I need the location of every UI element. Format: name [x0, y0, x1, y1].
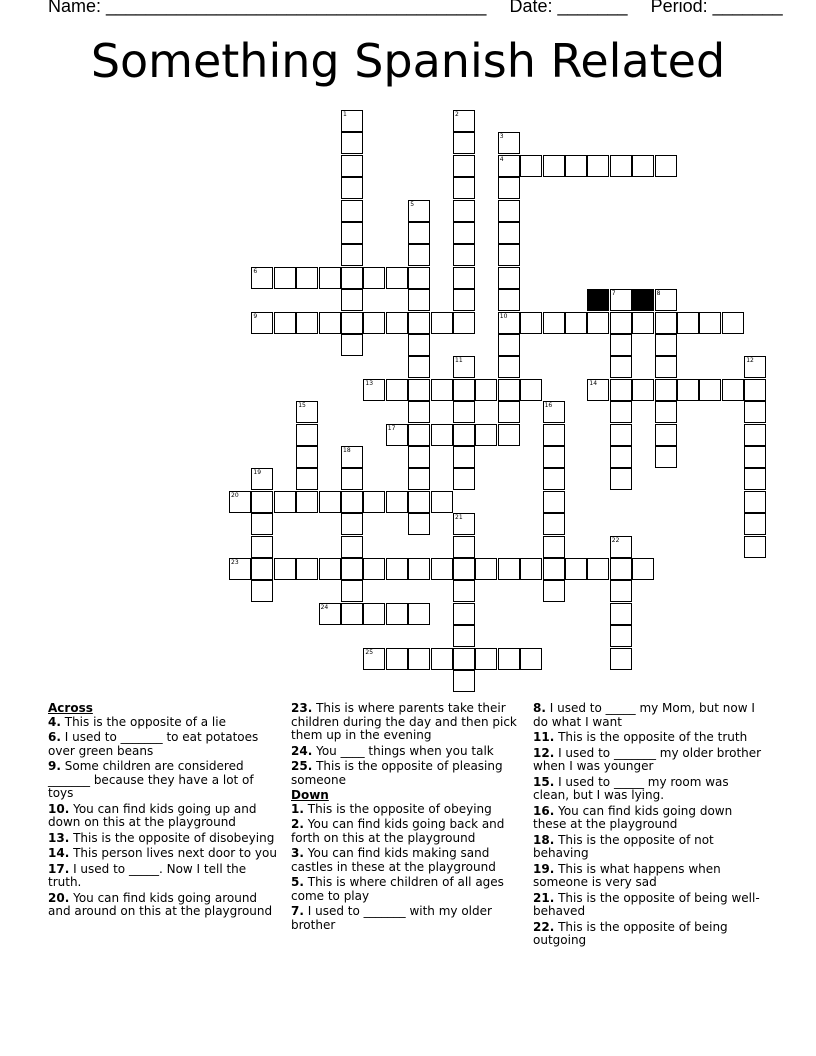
- grid-cell[interactable]: [251, 558, 273, 580]
- grid-cell[interactable]: [610, 356, 632, 378]
- grid-cell[interactable]: [453, 648, 475, 670]
- grid-cell[interactable]: [341, 334, 363, 356]
- clue-number-label: 23.: [291, 701, 313, 715]
- grid-cell[interactable]: [363, 603, 385, 625]
- date-field[interactable]: Date: _______: [509, 0, 628, 16]
- clue-text: I used to _______ to eat potatoes over green beans: [48, 730, 259, 758]
- grid-cell[interactable]: [453, 244, 475, 266]
- grid-cell[interactable]: [341, 513, 363, 535]
- grid-cell[interactable]: [453, 132, 475, 154]
- grid-cell[interactable]: [296, 446, 318, 468]
- clue-number-label: 3.: [291, 846, 304, 860]
- grid-cell[interactable]: [386, 648, 408, 670]
- clue-number-label: 24.: [291, 743, 313, 758]
- grid-cell[interactable]: [565, 155, 587, 177]
- grid-cell[interactable]: [610, 424, 632, 446]
- grid-cell[interactable]: [453, 670, 475, 692]
- clue-item: [291, 818, 523, 845]
- grid-cell[interactable]: [744, 491, 766, 513]
- grid-cell[interactable]: [431, 491, 453, 513]
- clue-number-label: 18.: [533, 832, 555, 847]
- clue-item: [533, 892, 765, 919]
- across-clues: [48, 716, 280, 919]
- grid-cell[interactable]: [251, 580, 273, 602]
- clue-number-label: 16.: [533, 803, 555, 818]
- clue-item: [291, 702, 523, 743]
- clue-item: [533, 747, 765, 774]
- clue-number-label: 12.: [533, 745, 555, 760]
- grid-cell[interactable]: [498, 334, 520, 356]
- grid-cell[interactable]: [543, 446, 565, 468]
- grid-cell[interactable]: [453, 267, 475, 289]
- grid-cell[interactable]: [453, 222, 475, 244]
- clue-item: [291, 803, 523, 817]
- grid-cell[interactable]: [610, 379, 632, 401]
- across-heading: Across: [48, 701, 93, 715]
- grid-cell[interactable]: [274, 267, 296, 289]
- clue-text: This is what happens when someone is very sad: [533, 861, 721, 889]
- grid-cell[interactable]: [453, 289, 475, 311]
- grid-cell[interactable]: [520, 648, 542, 670]
- grid-cell[interactable]: [610, 468, 632, 490]
- grid-cell[interactable]: [677, 312, 699, 334]
- clue-number: 18: [343, 447, 351, 454]
- page-title: Something Spanish Related: [90, 34, 726, 88]
- clue-number: 1: [343, 111, 347, 118]
- grid-cell[interactable]: [610, 558, 632, 580]
- grid-cell[interactable]: [341, 289, 363, 311]
- grid-cell[interactable]: [251, 491, 273, 513]
- grid-cell[interactable]: [610, 155, 632, 177]
- clue-number: 10: [499, 312, 508, 320]
- clue-item: [533, 702, 765, 729]
- grid-cell[interactable]: [408, 401, 430, 423]
- grid-cell[interactable]: [408, 289, 430, 311]
- grid-cell[interactable]: [587, 312, 609, 334]
- grid-cell[interactable]: [453, 401, 475, 423]
- across-clues-continued: [291, 702, 523, 787]
- clue-number-label: 2.: [291, 817, 304, 831]
- grid-cell[interactable]: [744, 468, 766, 490]
- grid-cell[interactable]: [386, 267, 408, 289]
- clue-column-3: [533, 702, 765, 950]
- grid-cell[interactable]: [296, 424, 318, 446]
- grid-cell[interactable]: [408, 222, 430, 244]
- grid-cell[interactable]: [341, 155, 363, 177]
- clue-text: You can find kids going around and around on this at the playground: [48, 890, 273, 918]
- clue-number-label: 7.: [291, 904, 304, 918]
- grid-cell[interactable]: [363, 312, 385, 334]
- grid-cell[interactable]: [565, 312, 587, 334]
- clue-number: 3: [499, 133, 504, 141]
- grid-cell[interactable]: [453, 558, 475, 580]
- clue-number: 22: [611, 536, 620, 544]
- clue-number: 15: [298, 402, 306, 410]
- clue-item: [48, 803, 280, 830]
- clue-text: This is the opposite of being well-behaved: [533, 890, 760, 918]
- clue-number-label: 14.: [48, 846, 70, 860]
- clue-number: 12: [746, 357, 754, 365]
- clue-text: I used to _____ my Mom, but now I do what I want: [533, 701, 755, 729]
- grid-cell[interactable]: [408, 468, 430, 490]
- grid-cell[interactable]: [565, 558, 587, 580]
- grid-cell[interactable]: [610, 312, 632, 334]
- grid-cell[interactable]: [341, 177, 363, 199]
- grid-cell[interactable]: [498, 267, 520, 289]
- clue-item: [291, 847, 523, 874]
- grid-cell[interactable]: [408, 379, 430, 401]
- grid-cell[interactable]: [543, 536, 565, 558]
- grid-cell[interactable]: [610, 625, 632, 647]
- grid-cell[interactable]: [453, 536, 475, 558]
- grid-cell[interactable]: [498, 558, 520, 580]
- clue-number: 14: [589, 379, 598, 387]
- grid-cell[interactable]: [341, 580, 363, 602]
- grid-cell[interactable]: [453, 580, 475, 602]
- clue-text: I used to _____ my room was clean, but I was lying.: [533, 774, 729, 802]
- clue-item: [533, 805, 765, 832]
- clue-number: 7: [611, 290, 616, 298]
- clue-item: [291, 745, 523, 759]
- grid-cell[interactable]: [498, 222, 520, 244]
- clue-text: I used to _______ with my older brother: [291, 904, 492, 932]
- clue-number: 24: [320, 603, 329, 611]
- grid-cell[interactable]: [431, 424, 453, 446]
- clue-number: 17: [387, 424, 396, 432]
- grid-cell[interactable]: [408, 446, 430, 468]
- grid-cell[interactable]: [453, 379, 475, 401]
- grid-cell[interactable]: [520, 312, 542, 334]
- grid-cell[interactable]: [543, 424, 565, 446]
- grid-cell[interactable]: [386, 558, 408, 580]
- grid-cell[interactable]: [543, 155, 565, 177]
- grid-cell[interactable]: [408, 334, 430, 356]
- name-field[interactable]: Name: ______________________________________: [48, 0, 487, 16]
- clue-number-label: 25.: [291, 759, 313, 773]
- grid-cell[interactable]: [475, 648, 497, 670]
- grid-cell[interactable]: [341, 536, 363, 558]
- clue-number: 13: [365, 379, 374, 387]
- grid-cell[interactable]: [498, 289, 520, 311]
- down-clues: [291, 803, 523, 933]
- grid-cell[interactable]: [610, 334, 632, 356]
- grid-cell[interactable]: [274, 312, 296, 334]
- clue-item: [533, 834, 765, 861]
- clue-text: Some children are considered _______ because they have a lot of toys: [48, 759, 254, 800]
- clue-text: You can find kids going up and down on this at the playground: [48, 801, 257, 829]
- clue-number: 6: [253, 267, 258, 275]
- period-field[interactable]: Period: _______: [650, 0, 783, 16]
- grid-cell[interactable]: [274, 558, 296, 580]
- grid-cell[interactable]: [520, 379, 542, 401]
- clue-item: [48, 892, 280, 919]
- grid-cell[interactable]: [408, 648, 430, 670]
- grid-cell[interactable]: [498, 177, 520, 199]
- grid-cell[interactable]: [408, 267, 430, 289]
- grid-cell[interactable]: [587, 155, 609, 177]
- grid-cell[interactable]: [699, 379, 721, 401]
- clue-column-1: [48, 702, 280, 921]
- grid-cell[interactable]: [520, 155, 542, 177]
- grid-cell[interactable]: [744, 536, 766, 558]
- clue-number: 8: [656, 290, 661, 298]
- grid-cell[interactable]: [632, 379, 654, 401]
- grid-cell[interactable]: [431, 558, 453, 580]
- grid-cell[interactable]: [453, 468, 475, 490]
- grid-cell[interactable]: [319, 491, 341, 513]
- clue-number: 4: [499, 155, 504, 163]
- clue-item: [48, 863, 280, 890]
- grid-cell[interactable]: [341, 222, 363, 244]
- grid-cell[interactable]: [408, 312, 430, 334]
- clue-text: You can find kids going back and forth on this at the playground: [291, 817, 505, 845]
- grid-cell[interactable]: [363, 267, 385, 289]
- grid-cell[interactable]: [632, 155, 654, 177]
- grid-cell[interactable]: [655, 356, 677, 378]
- grid-cell[interactable]: [431, 379, 453, 401]
- grid-cell[interactable]: [699, 312, 721, 334]
- clue-text: This is where parents take their children during the day and then pick them up in the evening: [291, 701, 517, 742]
- grid-cell[interactable]: [744, 446, 766, 468]
- clue-number: 19: [253, 469, 262, 477]
- grid-cell[interactable]: [655, 379, 677, 401]
- grid-cell[interactable]: [453, 424, 475, 446]
- grid-cell[interactable]: [408, 603, 430, 625]
- clue-item: [533, 863, 765, 890]
- clue-number: 5: [410, 200, 415, 208]
- clue-number: 25: [365, 648, 374, 656]
- clue-number: 20: [231, 491, 239, 499]
- grid-cell[interactable]: [744, 513, 766, 535]
- grid-cell[interactable]: [475, 558, 497, 580]
- grid-cell[interactable]: [319, 558, 341, 580]
- grid-cell[interactable]: [655, 446, 677, 468]
- clue-item: [533, 731, 765, 745]
- clue-text: This is the opposite of the truth: [554, 730, 748, 744]
- grid-cell[interactable]: [341, 267, 363, 289]
- grid-cell[interactable]: [744, 379, 766, 401]
- grid-cell[interactable]: [408, 558, 430, 580]
- grid-cell[interactable]: [475, 379, 497, 401]
- clue-column-2: [291, 702, 523, 934]
- grid-cell[interactable]: [408, 491, 430, 513]
- grid-cell[interactable]: [610, 446, 632, 468]
- clue-number-label: 9.: [48, 759, 61, 773]
- grid-cell[interactable]: [453, 200, 475, 222]
- grid-cell[interactable]: [632, 312, 654, 334]
- grid-cell[interactable]: [655, 401, 677, 423]
- grid-cell[interactable]: [408, 424, 430, 446]
- grid-cell[interactable]: [408, 513, 430, 535]
- grid-cell[interactable]: [453, 446, 475, 468]
- grid-cell[interactable]: [341, 468, 363, 490]
- grid-cell[interactable]: [498, 356, 520, 378]
- grid-cell[interactable]: [319, 267, 341, 289]
- clue-number-label: 1.: [291, 801, 304, 816]
- grid-cell[interactable]: [498, 401, 520, 423]
- grid-cell[interactable]: [453, 312, 475, 334]
- grid-cell[interactable]: [498, 424, 520, 446]
- clue-item: [533, 776, 765, 803]
- clue-text: You ____ things when you talk: [312, 743, 494, 758]
- grid-cell[interactable]: [341, 603, 363, 625]
- clue-text: This is the opposite of pleasing someone: [291, 759, 503, 787]
- grid-cell[interactable]: [655, 424, 677, 446]
- grid-cell[interactable]: [386, 603, 408, 625]
- grid-cell[interactable]: [341, 491, 363, 513]
- grid-cell[interactable]: [655, 155, 677, 177]
- clue-number: 21: [455, 514, 463, 522]
- grid-cell[interactable]: [498, 648, 520, 670]
- grid-cell[interactable]: [722, 312, 744, 334]
- grid-cell[interactable]: [610, 648, 632, 670]
- clue-item: [291, 876, 523, 903]
- clue-text: I used to _______ my older brother when I was younger: [533, 745, 762, 773]
- clue-number: 11: [455, 357, 463, 365]
- grid-cell[interactable]: [543, 491, 565, 513]
- clue-text: You can find kids going down these at the playground: [533, 803, 733, 831]
- grid-cell[interactable]: [251, 536, 273, 558]
- clue-item: [48, 731, 280, 758]
- grid-cell[interactable]: [498, 200, 520, 222]
- clue-item: [48, 716, 280, 730]
- grid-cell[interactable]: [655, 334, 677, 356]
- grid-cell[interactable]: [655, 312, 677, 334]
- clue-text: I used to _____. Now I tell the truth.: [48, 861, 247, 889]
- clue-number-label: 11.: [533, 730, 555, 744]
- grid-cell[interactable]: [251, 513, 273, 535]
- clue-number-label: 22.: [533, 919, 555, 934]
- grid-cell[interactable]: [341, 558, 363, 580]
- clue-text: This is where children of all ages come to play: [291, 875, 504, 903]
- clue-number: 16: [544, 402, 553, 410]
- grid-cell[interactable]: [610, 580, 632, 602]
- clue-number-label: 17.: [48, 861, 70, 876]
- grid-cell[interactable]: [543, 468, 565, 490]
- grid-cell[interactable]: [520, 558, 542, 580]
- grid-cell[interactable]: [386, 379, 408, 401]
- grid-cell[interactable]: [341, 312, 363, 334]
- grid-cell[interactable]: [498, 379, 520, 401]
- clue-number-label: 5.: [291, 875, 304, 889]
- clue-text: This is the opposite of obeying: [303, 801, 492, 816]
- clue-text: This is the opposite of disobeying: [69, 830, 275, 845]
- clue-text: This is the opposite of a lie: [60, 714, 226, 729]
- grid-cell[interactable]: [677, 379, 699, 401]
- grid-cell[interactable]: [475, 424, 497, 446]
- clue-number-label: 15.: [533, 774, 555, 789]
- grid-cell[interactable]: [341, 244, 363, 266]
- grid-cell[interactable]: [408, 356, 430, 378]
- clue-number-label: 10.: [48, 801, 70, 816]
- grid-cell[interactable]: [744, 424, 766, 446]
- grid-cell[interactable]: [610, 401, 632, 423]
- grid-cell[interactable]: [543, 312, 565, 334]
- grid-cell[interactable]: [296, 491, 318, 513]
- clue-number-label: 20.: [48, 890, 70, 905]
- grid-cell[interactable]: [386, 312, 408, 334]
- grid-cell[interactable]: [632, 558, 654, 580]
- clue-item: [48, 847, 280, 861]
- grid-cell[interactable]: [408, 244, 430, 266]
- clue-text: This is the opposite of not behaving: [533, 832, 714, 860]
- grid-cell[interactable]: [453, 603, 475, 625]
- grid-cell[interactable]: [386, 491, 408, 513]
- grid-cell[interactable]: [363, 491, 385, 513]
- grid-cell[interactable]: [274, 491, 296, 513]
- grid-cell[interactable]: [431, 648, 453, 670]
- down-heading: Down: [291, 788, 329, 802]
- grid-cell[interactable]: [319, 312, 341, 334]
- grid-cell[interactable]: [431, 312, 453, 334]
- grid-cell[interactable]: [587, 558, 609, 580]
- blocked-cell: [587, 289, 609, 311]
- clue-text: This is the opposite of being outgoing: [533, 919, 728, 947]
- down-clues-continued: [533, 702, 765, 948]
- grid-cell[interactable]: [610, 603, 632, 625]
- grid-cell[interactable]: [296, 558, 318, 580]
- grid-cell[interactable]: [543, 558, 565, 580]
- grid-cell[interactable]: [744, 401, 766, 423]
- grid-cell[interactable]: [453, 625, 475, 647]
- grid-cell[interactable]: [543, 513, 565, 535]
- clue-number-label: 13.: [48, 830, 70, 845]
- grid-cell[interactable]: [498, 244, 520, 266]
- clue-item: [533, 921, 765, 948]
- clue-item: [48, 760, 280, 801]
- clue-item: [291, 760, 523, 787]
- grid-cell[interactable]: [543, 580, 565, 602]
- grid-cell[interactable]: [296, 267, 318, 289]
- grid-cell[interactable]: [363, 558, 385, 580]
- clue-number-label: 6.: [48, 730, 61, 744]
- clue-text: You can find kids making sand castles in these at the playground: [291, 846, 496, 874]
- clue-text: This person lives next door to you: [69, 846, 277, 860]
- clue-item: [291, 905, 523, 932]
- clue-item: [48, 832, 280, 846]
- grid-cell[interactable]: [296, 468, 318, 490]
- grid-cell[interactable]: [722, 379, 744, 401]
- grid-cell[interactable]: [296, 312, 318, 334]
- blocked-cell: [632, 289, 654, 311]
- clue-number-label: 8.: [533, 701, 546, 715]
- clue-number: 23: [231, 559, 239, 566]
- clue-number-label: 4.: [48, 714, 61, 729]
- clue-number-label: 19.: [533, 861, 555, 876]
- grid-cell[interactable]: [341, 132, 363, 154]
- clue-number-label: 21.: [533, 890, 555, 905]
- grid-cell[interactable]: [453, 177, 475, 199]
- clue-number: 2: [455, 111, 459, 118]
- clue-number: 9: [253, 312, 258, 320]
- grid-cell[interactable]: [341, 200, 363, 222]
- grid-cell[interactable]: [453, 155, 475, 177]
